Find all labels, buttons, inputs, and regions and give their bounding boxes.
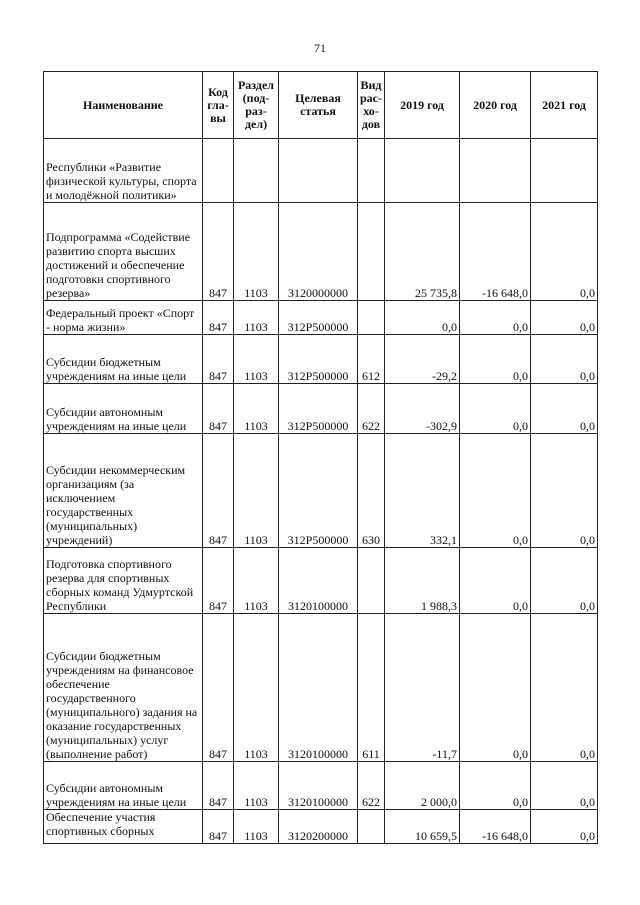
row-2020: 0,0 xyxy=(460,434,531,548)
row-2019: 2 000,0 xyxy=(385,762,460,810)
row-expense: 630 xyxy=(358,434,385,548)
row-code: 847 xyxy=(203,614,234,762)
row-target: 312P500000 xyxy=(279,335,358,384)
row-target: 312P500000 xyxy=(279,301,358,335)
header-2019: 2019 год xyxy=(385,72,460,139)
row-expense: 612 xyxy=(358,335,385,384)
row-target: 312P500000 xyxy=(279,384,358,434)
row-2020: 0,0 xyxy=(460,548,531,614)
row-section: 1103 xyxy=(234,384,279,434)
row-expense: 622 xyxy=(358,384,385,434)
row-target: 3120100000 xyxy=(279,614,358,762)
row-2019: 25 735,8 xyxy=(385,203,460,301)
row-2020: 0,0 xyxy=(460,301,531,335)
row-2021: 0,0 xyxy=(531,335,598,384)
row-section: 1103 xyxy=(234,614,279,762)
row-2020: 0,0 xyxy=(460,335,531,384)
row-name: Субсидии некоммерческим организациям (за исключением государственных (муниципальных) учреждений) xyxy=(44,434,203,548)
table-row xyxy=(44,203,598,301)
row-target: 3120100000 xyxy=(279,548,358,614)
table-row xyxy=(44,614,598,762)
row-expense xyxy=(358,301,385,335)
row-section: 1103 xyxy=(234,548,279,614)
header-2021: 2021 год xyxy=(531,72,598,139)
row-name: Субсидии бюджетным учреждениям на иные цели xyxy=(44,335,203,384)
row-code xyxy=(203,139,234,203)
header-code: Код гла- вы xyxy=(203,72,234,139)
row-name: Республики «Развитие физической культуры, спорта и молодёжной политики» xyxy=(44,139,203,203)
row-2019: 332,1 xyxy=(385,434,460,548)
row-name: Федеральный проект «Спорт - норма жизни» xyxy=(44,301,203,335)
row-name: Субсидии бюджетным учреждениям на финансовое обеспечение государственного (муниципального) задания на оказание государственных (муниципальных) услуг (выполнение работ) xyxy=(44,614,203,762)
row-expense xyxy=(358,203,385,301)
budget-table xyxy=(43,71,598,844)
table-row xyxy=(44,335,598,384)
table-row xyxy=(44,301,598,335)
row-2021: 0,0 xyxy=(531,548,598,614)
row-2020: 0,0 xyxy=(460,384,531,434)
header-2020: 2020 год xyxy=(460,72,531,139)
row-2019: 10 659,5 xyxy=(385,810,460,844)
row-section: 1103 xyxy=(234,762,279,810)
row-target: 3120000000 xyxy=(279,203,358,301)
row-code: 847 xyxy=(203,762,234,810)
header-row xyxy=(44,72,598,139)
row-name: Подготовка спортивного резерва для спортивных сборных команд Удмуртской Республики xyxy=(44,548,203,614)
row-2021: 0,0 xyxy=(531,384,598,434)
row-name: Субсидии автономным учреждениям на иные цели xyxy=(44,762,203,810)
row-name: Подпрограмма «Содействие развитию спорта высших достижений и обеспечение подготовки спортивного резерва» xyxy=(44,203,203,301)
row-expense xyxy=(358,548,385,614)
row-2019: -302,9 xyxy=(385,384,460,434)
header-name: Наименование xyxy=(44,72,203,139)
table-row xyxy=(44,548,598,614)
row-2019: 1 988,3 xyxy=(385,548,460,614)
row-2021: 0,0 xyxy=(531,810,598,844)
row-expense: 622 xyxy=(358,762,385,810)
header-expense: Вид рас- хо- дов xyxy=(358,72,385,139)
row-target xyxy=(279,139,358,203)
row-2019: 0,0 xyxy=(385,301,460,335)
row-2021: 0,0 xyxy=(531,434,598,548)
table-row xyxy=(44,762,598,810)
page-number: 71 xyxy=(314,41,326,55)
row-expense xyxy=(358,139,385,203)
row-section: 1103 xyxy=(234,335,279,384)
table-row xyxy=(44,810,598,844)
row-target: 3120200000 xyxy=(279,810,358,844)
row-code: 847 xyxy=(203,301,234,335)
row-expense: 611 xyxy=(358,614,385,762)
row-target: 312P500000 xyxy=(279,434,358,548)
row-2019: -11,7 xyxy=(385,614,460,762)
row-code: 847 xyxy=(203,335,234,384)
row-section: 1103 xyxy=(234,810,279,844)
row-section: 1103 xyxy=(234,203,279,301)
row-name: Обеспечение участия спортивных сборных xyxy=(44,810,203,844)
row-2020 xyxy=(460,139,531,203)
row-2019: -29,2 xyxy=(385,335,460,384)
row-2019 xyxy=(385,139,460,203)
row-2020: -16 648,0 xyxy=(460,203,531,301)
row-code: 847 xyxy=(203,548,234,614)
table-row xyxy=(44,139,598,203)
row-2021: 0,0 xyxy=(531,301,598,335)
row-code: 847 xyxy=(203,434,234,548)
table-row xyxy=(44,434,598,548)
row-2021: 0,0 xyxy=(531,762,598,810)
row-2020: 0,0 xyxy=(460,614,531,762)
row-2021: 0,0 xyxy=(531,203,598,301)
row-2021 xyxy=(531,139,598,203)
row-code: 847 xyxy=(203,810,234,844)
header-section: Раздел (под- раз- дел) xyxy=(234,72,279,139)
row-name: Субсидии автономным учреждениям на иные цели xyxy=(44,384,203,434)
header-target: Целевая статья xyxy=(279,72,358,139)
row-section: 1103 xyxy=(234,434,279,548)
table-row xyxy=(44,384,598,434)
row-2020: -16 648,0 xyxy=(460,810,531,844)
row-section xyxy=(234,139,279,203)
row-2021: 0,0 xyxy=(531,614,598,762)
row-section: 1103 xyxy=(234,301,279,335)
row-target: 3120100000 xyxy=(279,762,358,810)
row-expense xyxy=(358,810,385,844)
row-code: 847 xyxy=(203,384,234,434)
row-code: 847 xyxy=(203,203,234,301)
row-2020: 0,0 xyxy=(460,762,531,810)
